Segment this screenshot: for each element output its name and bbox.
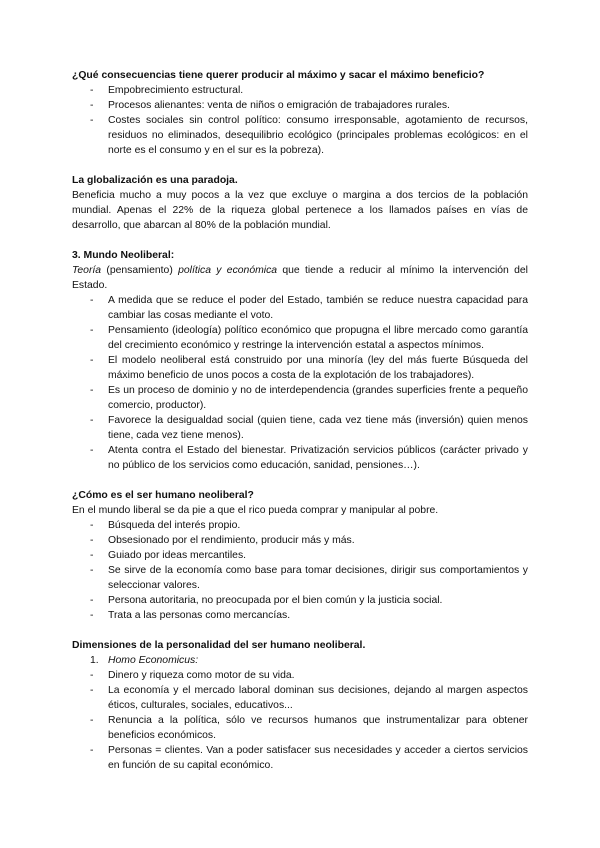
- numbered-item: [72, 653, 528, 668]
- list-item: - La economía y el mercado laboral dominan sus decisiones, dejando al margen aspectos éticos, culturales, sociales, educativos...: [72, 683, 528, 713]
- list-item: - Favorece la desigualdad social (quien tiene, cada vez tiene más (inversión) quien menos tiene, cada vez tiene menos).: [72, 413, 528, 443]
- section-heading-consecuencias: ¿Qué consecuencias tiene querer producir al máximo y sacar el máximo beneficio?: [72, 70, 485, 81]
- list-item: - Persona autoritaria, no preocupada por el bien común y la justicia social.: [72, 593, 528, 608]
- list-item: - Dinero y riqueza como motor de su vida.: [72, 668, 528, 683]
- dimensiones-numbered-list: [72, 653, 528, 668]
- section-heading-globalizacion: La globalización es una paradoja.: [72, 175, 238, 186]
- document-page: [72, 68, 528, 773]
- neoliberal-intro: [72, 263, 528, 293]
- ser-humano-paragraph: En el mundo liberal se da pie a que el rico pueda comprar y manipular al pobre.: [72, 505, 439, 516]
- list-item: - Renuncia a la política, sólo ve recursos humanos que instrumentalizar para obtener beneficios económicos.: [72, 713, 528, 743]
- list-item: - Es un proceso de dominio y no de interdependencia (grandes superficies frente a pequeño comercio, productor).: [72, 383, 528, 413]
- section-heading-ser-humano: ¿Cómo es el ser humano neoliberal?: [72, 490, 254, 501]
- list-item: - Obsesionado por el rendimiento, producir más y más.: [72, 533, 528, 548]
- list-item: - Personas = clientes. Van a poder satisfacer sus necesidades y acceder a ciertos servicios en función de su capital económico.: [72, 743, 528, 773]
- intro-text: que tiende a reducir al mínimo la intervención del Estado.: [72, 265, 528, 291]
- list-item: - Procesos alienantes: venta de niños o emigración de trabajadores rurales.: [72, 98, 528, 113]
- list-item: - Atenta contra el Estado del bienestar. Privatización servicios públicos (carácter privado y no público de los servicios como educación, sanidad, pensiones…).: [72, 443, 528, 473]
- list-item: - Trata a las personas como mercancías.: [72, 608, 528, 623]
- list-item: - Empobrecimiento estructural.: [72, 83, 528, 98]
- list-item: - Guiado por ideas mercantiles.: [72, 548, 528, 563]
- homo-economicus-list: [72, 668, 528, 773]
- intro-italic-politica: política y económica: [178, 265, 278, 276]
- neoliberal-list: [72, 293, 528, 473]
- list-item: - Se sirve de la economía como base para tomar decisiones, dirigir sus comportamientos y seleccionar valores.: [72, 563, 528, 593]
- homo-economicus-label: Homo Economicus:: [108, 655, 199, 666]
- spacer: [72, 158, 528, 173]
- intro-italic-teoria: Teoría: [72, 265, 102, 276]
- intro-text: (pensamiento): [101, 265, 179, 276]
- globalizacion-paragraph: Beneficia mucho a muy pocos a la vez que excluye o margina a dos tercios de la población mundial. Apenas el 22% de la riqueza global pertenece a los llamados países en vías de desarrollo, que abarcan al 80% de la población mundial.: [72, 190, 528, 231]
- list-item: - Pensamiento (ideología) político económico que propugna el libre mercado como garantía del crecimiento económico y restringe la intervención estatal a aspectos mínimos.: [72, 323, 528, 353]
- ser-humano-list: [72, 518, 528, 623]
- list-item: - Costes sociales sin control político: consumo irresponsable, agotamiento de recursos, residuos no eliminados, desequilibrio ecológico (principales problemas ecológicos: en el norte es el consumo y en el sur es la pobreza).: [72, 113, 528, 158]
- spacer: [72, 233, 528, 248]
- spacer: [72, 623, 528, 638]
- list-item: - Búsqueda del interés propio.: [72, 518, 528, 533]
- item-number: 1.: [90, 655, 99, 666]
- list-item: - A medida que se reduce el poder del Estado, también se reduce nuestra capacidad para cambiar las cosas mediante el voto.: [72, 293, 528, 323]
- spacer: [72, 473, 528, 488]
- list-item: - El modelo neoliberal está construido por una minoría (ley del más fuerte Búsqueda del máximo beneficio de unos pocos a costa de la explotación de los trabajadores).: [72, 353, 528, 383]
- section-heading-mundo-neoliberal: 3. Mundo Neoliberal:: [72, 250, 175, 261]
- section-heading-dimensiones: Dimensiones de la personalidad del ser humano neoliberal.: [72, 640, 366, 651]
- consecuencias-list: [72, 83, 528, 158]
